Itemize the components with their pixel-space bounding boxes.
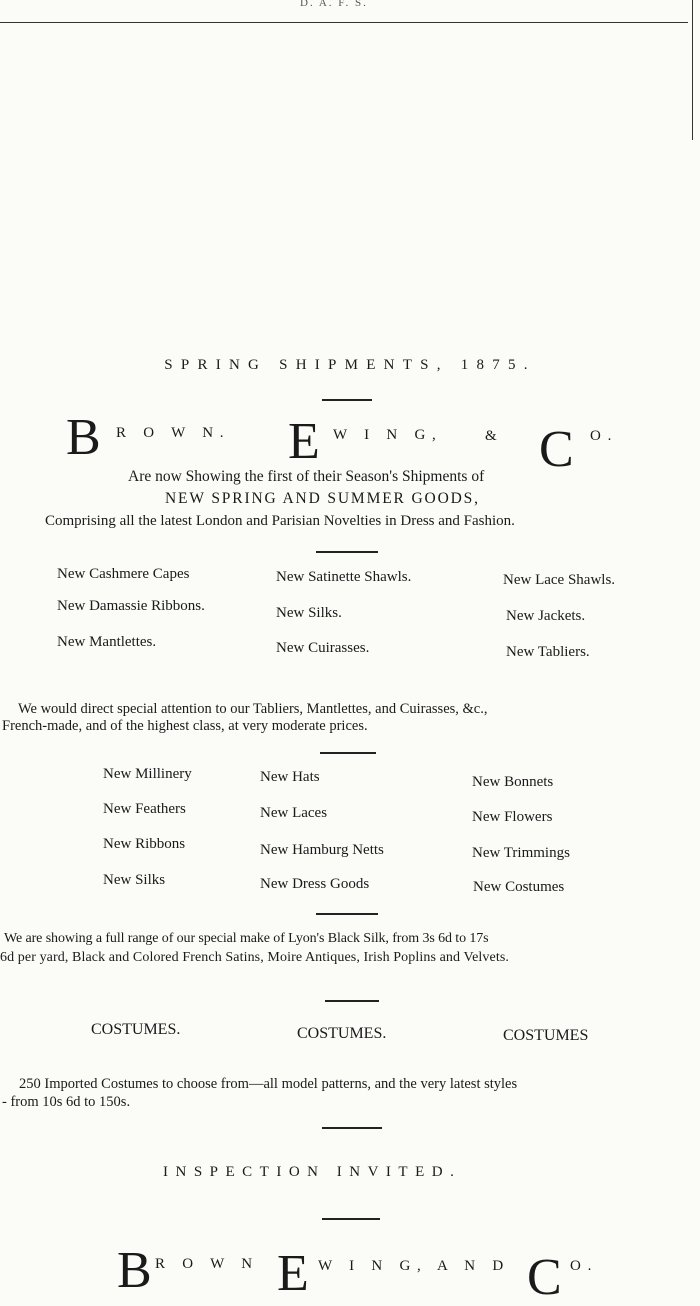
list-item: New Flowers xyxy=(472,809,553,825)
intro-line-1: Are now Showing the first of their Season's Shipments of xyxy=(128,468,485,485)
imported-line-2: - from 10s 6d to 150s. xyxy=(2,1094,131,1110)
list-item: New Cashmere Capes xyxy=(57,566,190,582)
divider xyxy=(322,399,372,401)
footer-initial-e: E xyxy=(277,1245,309,1302)
divider xyxy=(316,913,378,915)
footer-rest-e: W I N G, xyxy=(318,1258,428,1274)
list-item: New Silks xyxy=(103,872,166,888)
right-edge-line xyxy=(692,0,693,140)
list-item: New Dress Goods xyxy=(260,876,370,892)
inspection-invited: INSPECTION INVITED. xyxy=(163,1164,462,1180)
list-item: New Hats xyxy=(260,769,320,785)
list-item: New Tabliers. xyxy=(506,644,590,660)
list-item: New Lace Shawls. xyxy=(503,572,616,588)
divider xyxy=(322,1218,380,1220)
attention-line-2: French-made, and of the highest class, at very moderate prices. xyxy=(2,718,368,734)
footer-rest-b: R O W N xyxy=(155,1256,259,1272)
silk-line-2: 6d per yard, Black and Colored French Satins, Moire Antiques, Irish Poplins and Velvets. xyxy=(0,950,509,965)
list-item: New Ribbons xyxy=(103,836,186,852)
list-item: New Satinette Shawls. xyxy=(276,569,412,585)
divider xyxy=(320,752,376,754)
silk-line-1: We are showing a full range of our special make of Lyon's Black Silk, from 3s 6d to 17s xyxy=(4,931,489,946)
firm-initial-c: C xyxy=(539,421,574,478)
footer-initial-b: B xyxy=(117,1242,152,1299)
heading: SPRING SHIPMENTS, 1875. xyxy=(164,357,536,373)
list-item: New Jackets. xyxy=(506,608,586,624)
firm-ampersand: & xyxy=(485,428,497,444)
firm-rest-e: W I N G, xyxy=(333,427,443,443)
list-item: New Cuirasses. xyxy=(276,640,370,656)
intro-line-3: Comprising all the latest London and Parisian Novelties in Dress and Fashion. xyxy=(45,513,515,529)
list-item: New Laces xyxy=(260,805,328,821)
firm-rest-c: O. xyxy=(590,428,619,444)
costumes-label: COSTUMES. xyxy=(297,1025,387,1042)
list-item: New Millinery xyxy=(103,766,192,782)
divider xyxy=(325,1000,379,1002)
firm-initial-b: B xyxy=(66,409,101,466)
list-item: New Hamburg Netts xyxy=(260,842,384,858)
footer-and: A N D xyxy=(437,1258,510,1274)
firm-initial-e: E xyxy=(288,413,320,470)
footer-rest-c: O. xyxy=(570,1258,599,1274)
intro-line-2: NEW SPRING AND SUMMER GOODS, xyxy=(165,490,480,507)
list-item: New Bonnets xyxy=(472,774,554,790)
attention-line-1: We would direct special attention to our Tabliers, Mantlettes, and Cuirasses, &c., xyxy=(18,701,488,717)
list-item: New Mantlettes. xyxy=(57,634,157,650)
top-rule xyxy=(0,22,688,23)
divider xyxy=(322,1127,382,1129)
list-item: New Feathers xyxy=(103,801,186,817)
footer-initial-c: C xyxy=(527,1249,562,1306)
page-header: D. A. F. S. xyxy=(300,0,368,9)
costumes-label: COSTUMES. xyxy=(91,1021,181,1038)
list-item: New Trimmings xyxy=(472,845,570,861)
list-item: New Silks. xyxy=(276,605,342,621)
firm-rest-b: R O W N. xyxy=(116,425,231,441)
list-item: New Costumes xyxy=(473,879,565,895)
divider xyxy=(316,551,378,553)
costumes-label: COSTUMES xyxy=(503,1027,589,1044)
imported-line-1: 250 Imported Costumes to choose from—all model patterns, and the very latest styles xyxy=(19,1076,518,1092)
list-item: New Damassie Ribbons. xyxy=(57,598,205,614)
